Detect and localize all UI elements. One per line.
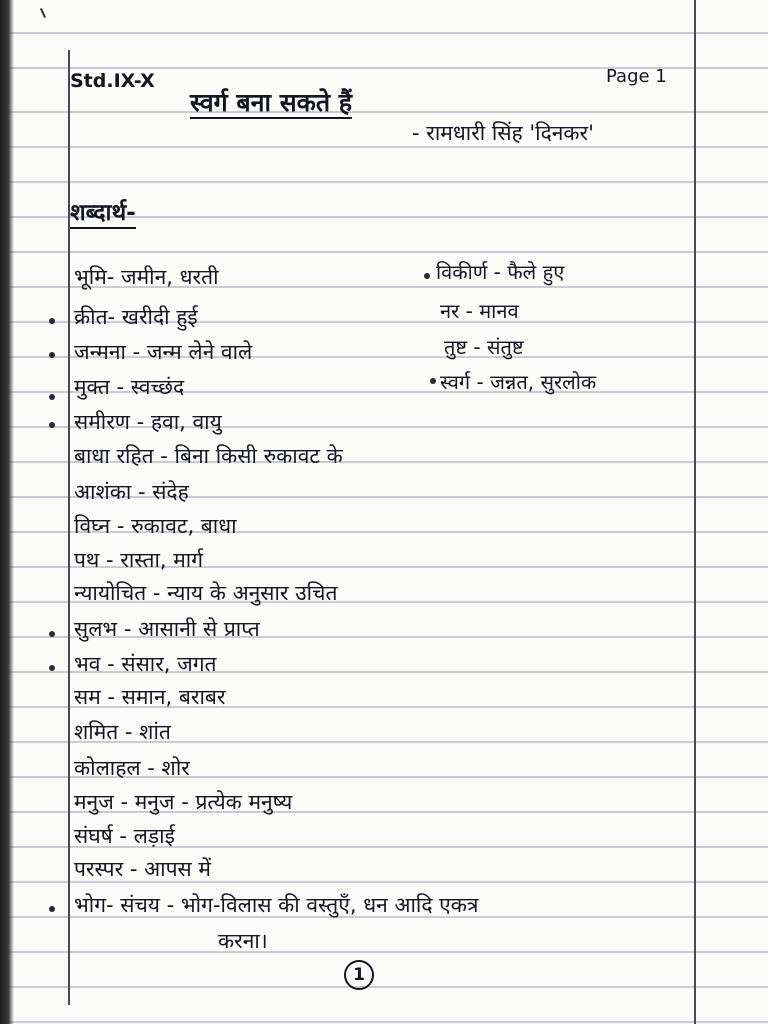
bullet xyxy=(49,422,55,428)
glossary-entry-continuation: करना। xyxy=(218,929,268,953)
bullet xyxy=(49,394,55,400)
bullet xyxy=(49,318,55,324)
glossary-entry: मनुज - मनुज - प्रत्येक मनुष्य xyxy=(74,790,293,814)
glossary-entry: शमित - शांत xyxy=(74,720,171,744)
poem-author: - रामधारी सिंह 'दिनकर' xyxy=(412,121,594,145)
right-margin-line xyxy=(694,0,696,1024)
glossary-entry: विघ्न - रुकावट, बाधा xyxy=(74,514,237,538)
standard-label: Std.IX-X xyxy=(70,70,155,92)
glossary-entry: संघर्ष - लड़ाई xyxy=(74,824,175,848)
bullet xyxy=(424,273,430,279)
glossary-entry: मुक्त - स्वच्छंद xyxy=(74,375,185,399)
glossary-entry: विकीर्ण - फैले हुए xyxy=(436,260,565,284)
page-edge-shadow xyxy=(0,0,14,1024)
glossary-entry: आशंका - संदेह xyxy=(74,480,189,504)
glossary-entry: समीरण - हवा, वायु xyxy=(74,410,222,434)
glossary-entry: स्वर्ग - जन्नत, सुरलोक xyxy=(440,370,597,394)
glossary-entry: नर - मानव xyxy=(440,299,519,323)
glossary-entry: तुष्ट - संतुष्ट xyxy=(444,335,524,359)
glossary-entry: सम - समान, बराबर xyxy=(74,685,226,709)
left-margin-line xyxy=(68,50,70,1005)
page-label: Page 1 xyxy=(606,66,667,87)
glossary-entry: भव - संसार, जगत xyxy=(74,652,217,676)
bullet xyxy=(49,665,55,671)
bullet xyxy=(430,378,436,384)
glossary-entry: पथ - रास्ता, मार्ग xyxy=(74,548,204,572)
bullet xyxy=(49,352,55,358)
glossary-entry: बाधा रहित - बिना किसी रुकावट के xyxy=(74,444,343,468)
bullet xyxy=(49,906,55,912)
glossary-entry: भूमि- जमीन, धरती xyxy=(74,265,219,289)
poem-title: स्वर्ग बना सकते हैं xyxy=(190,88,353,117)
glossary-entry: क्रीत- खरीदी हुई xyxy=(74,305,198,329)
glossary-entry: भोग- संचय - भोग-विलास की वस्तुएँ, धन आदि एकत्र xyxy=(74,893,479,917)
glossary-entry: परस्पर - आपस में xyxy=(74,857,211,881)
glossary-entry: कोलाहल - शोर xyxy=(74,756,190,780)
pen-mark xyxy=(40,8,46,18)
glossary-entry: जन्मना - जन्म लेने वाले xyxy=(74,340,253,364)
bullet xyxy=(49,631,55,637)
glossary-entry: न्यायोचित - न्याय के अनुसार उचित xyxy=(74,581,338,605)
footer-page-number: 1 xyxy=(344,960,374,990)
glossary-entry: सुलभ - आसानी से प्राप्त xyxy=(74,617,260,641)
section-heading: शब्दार्थ- xyxy=(70,200,136,229)
